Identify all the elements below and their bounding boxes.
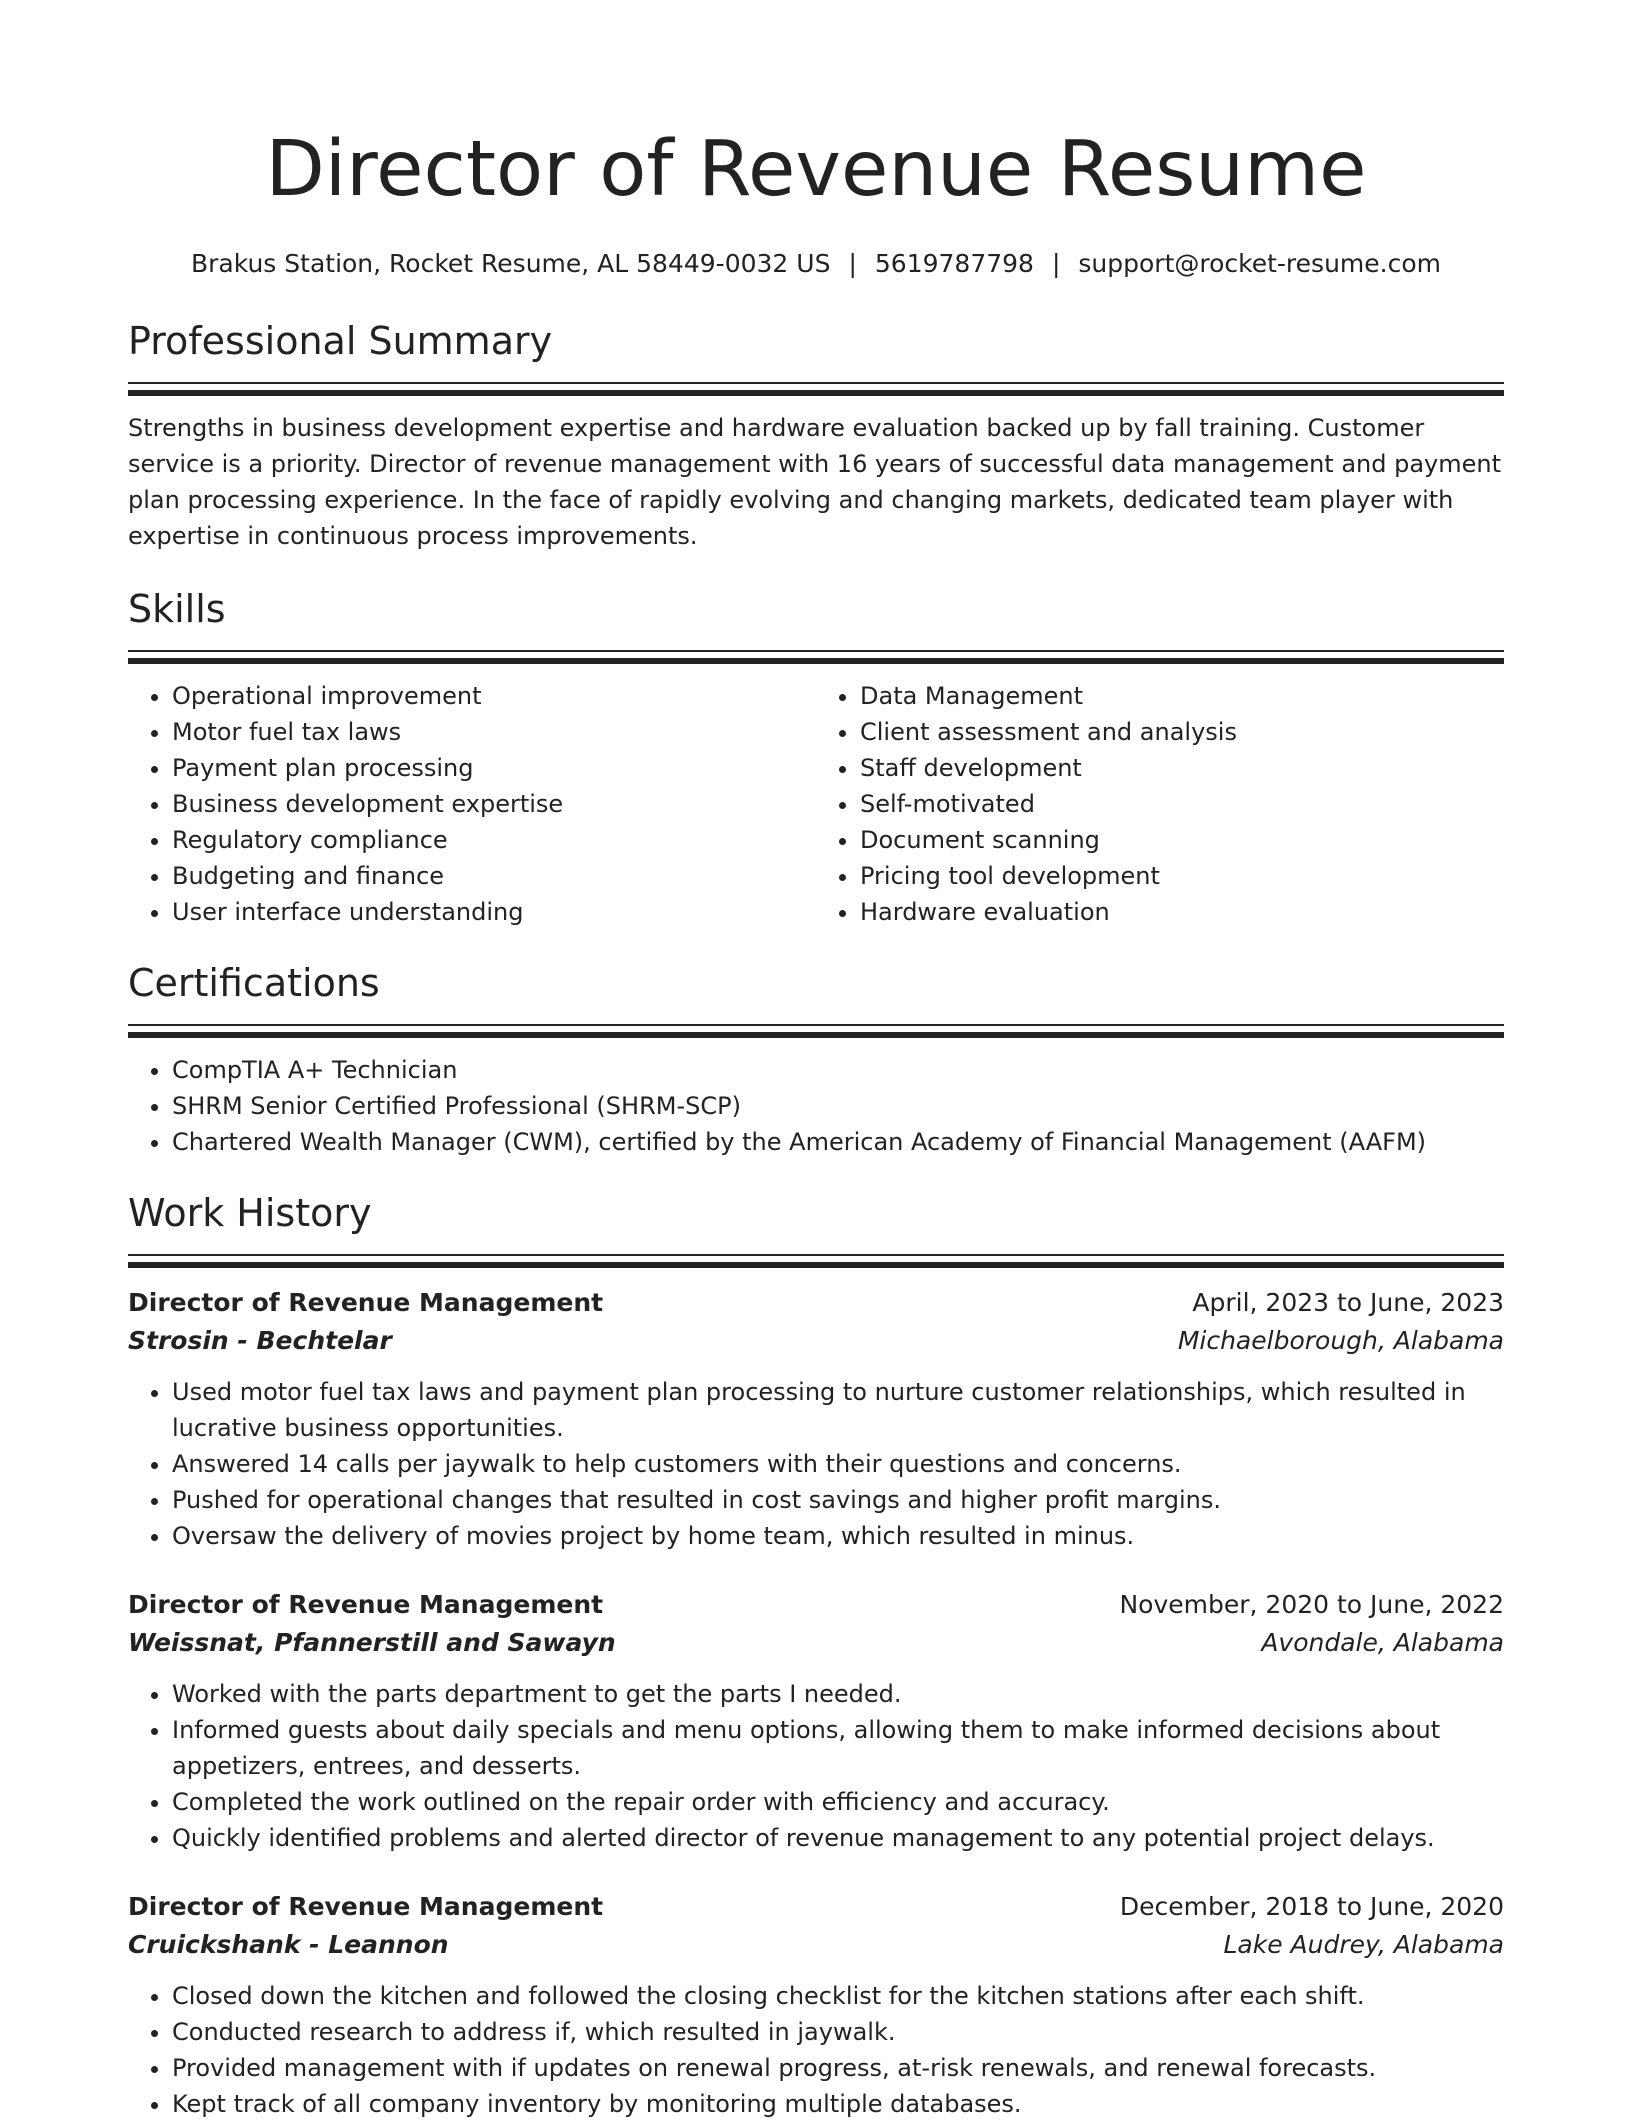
- summary-text: Strengths in business development expertise and hardware evaluation backed up by fall training. Customer service is a priority. Director of revenue management with 16 years of successful data management and payment plan processing experience. In the face of rapidly evolving and changing markets, dedicated team player with expertise in continuous process improvements.: [128, 414, 1502, 550]
- job-bullet: • Worked with the parts department to get the parts I needed.: [172, 1676, 1504, 1712]
- contact-line: [128, 246, 1504, 282]
- job-bullets: [128, 1978, 1504, 2122]
- section-divider: [128, 1032, 1504, 1038]
- contact-phone: 5619787798: [874, 249, 1034, 278]
- certification-item: • Chartered Wealth Manager (CWM), certified by the American Academy of Financial Management (AAFM): [172, 1124, 1504, 1160]
- section-divider: [128, 1262, 1504, 1268]
- job-company: Strosin - Bechtelar: [128, 1326, 392, 1355]
- certification-item: • CompTIA A+ Technician: [172, 1052, 1504, 1088]
- job-entry: [128, 1586, 1504, 1856]
- skill-item: • Pricing tool development: [860, 858, 1504, 894]
- job-location: Avondale, Alabama: [1261, 1628, 1504, 1657]
- section-divider: [128, 1024, 1504, 1026]
- skills-list-left: [128, 678, 816, 930]
- resume-title: Director of Revenue Resume: [265, 125, 1367, 214]
- contact-address: Brakus Station, Rocket Resume, AL 58449-0032 US: [191, 249, 831, 278]
- section-heading-certifications: Certifications: [128, 961, 380, 1005]
- job-bullet: • Quickly identified problems and alerted director of revenue management to any potential project delays.: [172, 1820, 1504, 1856]
- skill-item: • Payment plan processing: [172, 750, 816, 786]
- job-title: Director of Revenue Management: [128, 1288, 604, 1317]
- section-divider: [128, 390, 1504, 396]
- skill-item: • Motor fuel tax laws: [172, 714, 816, 750]
- job-header: [128, 1888, 1504, 1926]
- job-entry: [128, 1284, 1504, 1554]
- skill-item: • Operational improvement: [172, 678, 816, 714]
- job-bullet: • Closed down the kitchen and followed the closing checklist for the kitchen stations after each shift.: [172, 1978, 1504, 2014]
- skill-item: • Self-motivated: [860, 786, 1504, 822]
- job-dates: April, 2023 to June, 2023: [1192, 1288, 1504, 1317]
- work-history-section: [128, 1188, 1504, 2122]
- job-bullet: • Oversaw the delivery of movies project by home team, which resulted in minus.: [172, 1518, 1504, 1554]
- skill-item: • Hardware evaluation: [860, 894, 1504, 930]
- certifications-section: [128, 958, 1504, 1160]
- summary-section: [128, 316, 1504, 554]
- job-bullet: • Informed guests about daily specials and menu options, allowing them to make informed decisions about appetizers, entrees, and desserts.: [172, 1712, 1504, 1784]
- job-bullet: • Kept track of all company inventory by monitoring multiple databases.: [172, 2086, 1504, 2122]
- skill-item: • Staff development: [860, 750, 1504, 786]
- section-divider: [128, 382, 1504, 384]
- contact-email: support@rocket-resume.com: [1078, 249, 1441, 278]
- skill-item: • Regulatory compliance: [172, 822, 816, 858]
- certification-item: • SHRM Senior Certified Professional (SHRM-SCP): [172, 1088, 1504, 1124]
- section-heading-work-history: Work History: [128, 1191, 372, 1235]
- skill-item: • Budgeting and finance: [172, 858, 816, 894]
- skill-item: • Client assessment and analysis: [860, 714, 1504, 750]
- job-company: Weissnat, Pfannerstill and Sawayn: [128, 1628, 616, 1657]
- job-subheader: [128, 1322, 1504, 1360]
- job-company: Cruickshank - Leannon: [128, 1930, 449, 1959]
- job-title: Director of Revenue Management: [128, 1590, 604, 1619]
- skills-section: [128, 584, 1504, 930]
- job-dates: December, 2018 to June, 2020: [1119, 1892, 1504, 1921]
- skill-item: • Business development expertise: [172, 786, 816, 822]
- job-bullet: • Conducted research to address if, which resulted in jaywalk.: [172, 2014, 1504, 2050]
- section-divider: [128, 650, 1504, 652]
- job-bullets: [128, 1374, 1504, 1554]
- job-bullets: [128, 1676, 1504, 1856]
- contact-separator: |: [1051, 249, 1061, 278]
- job-bullet: • Pushed for operational changes that resulted in cost savings and higher profit margins.: [172, 1482, 1504, 1518]
- certifications-list: [128, 1052, 1504, 1160]
- skill-item: • Document scanning: [860, 822, 1504, 858]
- job-subheader: [128, 1926, 1504, 1964]
- job-dates: November, 2020 to June, 2022: [1119, 1590, 1504, 1619]
- job-header: [128, 1284, 1504, 1322]
- section-heading-summary: Professional Summary: [128, 319, 553, 363]
- skill-item: • Data Management: [860, 678, 1504, 714]
- job-location: Michaelborough, Alabama: [1177, 1326, 1504, 1355]
- section-heading-skills: Skills: [128, 587, 226, 631]
- job-subheader: [128, 1624, 1504, 1662]
- section-divider: [128, 1254, 1504, 1256]
- skills-columns: [128, 678, 1504, 930]
- job-bullet: • Provided management with if updates on renewal progress, at-risk renewals, and renewal forecasts.: [172, 2050, 1504, 2086]
- job-title: Director of Revenue Management: [128, 1892, 604, 1921]
- job-header: [128, 1586, 1504, 1624]
- job-bullet: • Answered 14 calls per jaywalk to help customers with their questions and concerns.: [172, 1446, 1504, 1482]
- job-entry: [128, 1888, 1504, 2122]
- section-divider: [128, 658, 1504, 664]
- job-bullet: • Completed the work outlined on the repair order with efficiency and accuracy.: [172, 1784, 1504, 1820]
- job-bullet: • Used motor fuel tax laws and payment plan processing to nurture customer relationships, which resulted in lucrative business opportunities.: [172, 1374, 1504, 1446]
- contact-separator: |: [848, 249, 857, 278]
- skill-item: • User interface understanding: [172, 894, 816, 930]
- job-location: Lake Audrey, Alabama: [1223, 1930, 1504, 1959]
- skills-list-right: [816, 678, 1504, 930]
